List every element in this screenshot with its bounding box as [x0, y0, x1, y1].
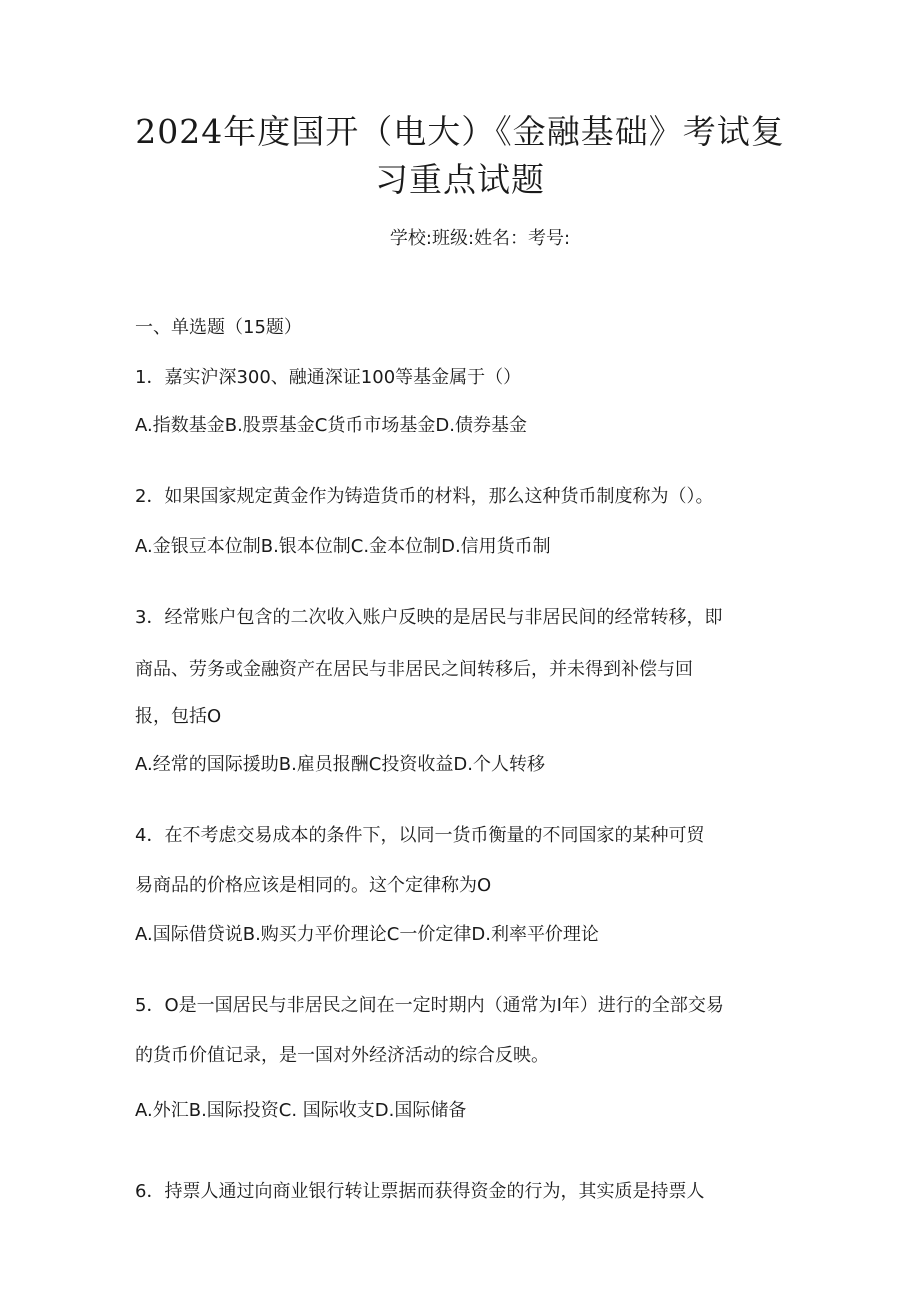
question-3-line-2: 商品、劳务或金融资产在居民与非居民之间转移后，并未得到补偿与回 — [135, 659, 693, 680]
section-heading: 一、单选题（15题） — [135, 317, 302, 338]
title-line-1: 2024年度国开（电大）《金融基础》考试复 — [135, 112, 785, 151]
question-2: 2．如果国家规定黄金作为铸造货币的材料，那么这种货币制度称为（）。 — [135, 486, 714, 507]
question-3-options: A.经常的国际援助B.雇员报酬C投资收益D.个人转移 — [135, 754, 545, 775]
question-4-line-1: 4．在不考虑交易成本的条件下，以同一货币衡量的不同国家的某种可贸 — [135, 825, 705, 846]
question-4-line-2: 易商品的价格应该是相同的。这个定律称为O — [135, 875, 492, 896]
question-1: 1．嘉实沪深300、融通深证100等基金属于（） — [135, 367, 522, 388]
title-line-2: 习重点试题 — [375, 160, 545, 199]
question-2-options: A.金银豆本位制B.银本位制C.金本位制D.信用货币制 — [135, 536, 551, 557]
question-3-line-3: 报，包括O — [135, 706, 222, 727]
question-1-options: A.指数基金B.股票基金C货币市场基金D.债券基金 — [135, 415, 527, 436]
question-5-options: A.外汇B.国际投资C. 国际收支D.国际储备 — [135, 1100, 467, 1121]
document-title — [0, 108, 920, 204]
question-3-line-1: 3．经常账户包含的二次收入账户反映的是居民与非居民间的经常转移，即 — [135, 607, 723, 628]
question-4-options: A.国际借贷说B.购买力平价理论C一价定律D.利率平价理论 — [135, 924, 599, 945]
question-5-line-1: 5．O是一国居民与非居民之间在一定时期内（通常为I年）进行的全部交易 — [135, 995, 724, 1016]
question-5-line-2: 的货币价值记录，是一国对外经济活动的综合反映。 — [135, 1045, 549, 1066]
student-info-line: 学校:班级:姓名：考号: — [389, 228, 571, 249]
question-6-line-1: 6．持票人通过向商业银行转让票据而获得资金的行为，其实质是持票人 — [135, 1181, 705, 1202]
